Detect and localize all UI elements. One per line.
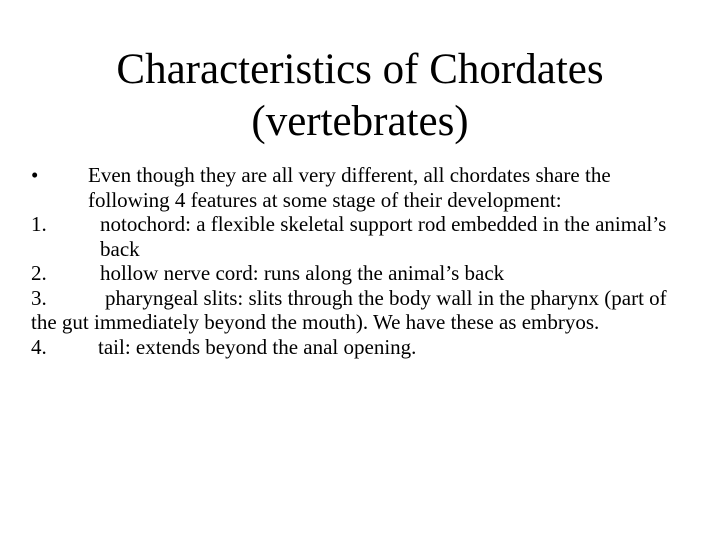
slide-content: [31, 163, 671, 359]
list-number: 4.: [31, 334, 47, 359]
list-text: tail: extends beyond the anal opening.: [98, 334, 417, 359]
list-item-nerve-cord: [31, 261, 671, 286]
list-item-notochord: [31, 212, 671, 261]
list-number: 3.: [31, 285, 47, 310]
bullet-marker: •: [31, 163, 39, 187]
list-number: 2.: [31, 261, 47, 285]
list-text: pharyngeal slits: slits through the body wall in the pharynx (part of the gut immediately beyond the mouth). We have these as embryos.: [31, 285, 667, 334]
list-item-pharyngeal-slits: [31, 286, 671, 335]
title-line-1: Characteristics of Chordates: [116, 46, 604, 93]
list-text: hollow nerve cord: runs along the animal’s back: [100, 261, 505, 285]
bullet-text: Even though they are all very different, all chordates share the following 4 features at some stage of their development:: [88, 163, 611, 212]
list-text: notochord: a flexible skeletal support rod embedded in the animal’s back: [100, 212, 667, 261]
list-item-tail: [31, 335, 671, 360]
slide-title: [0, 44, 720, 148]
list-number: 1.: [31, 212, 47, 236]
title-line-2: (vertebrates): [251, 98, 469, 145]
bullet-item-intro: [31, 163, 671, 212]
